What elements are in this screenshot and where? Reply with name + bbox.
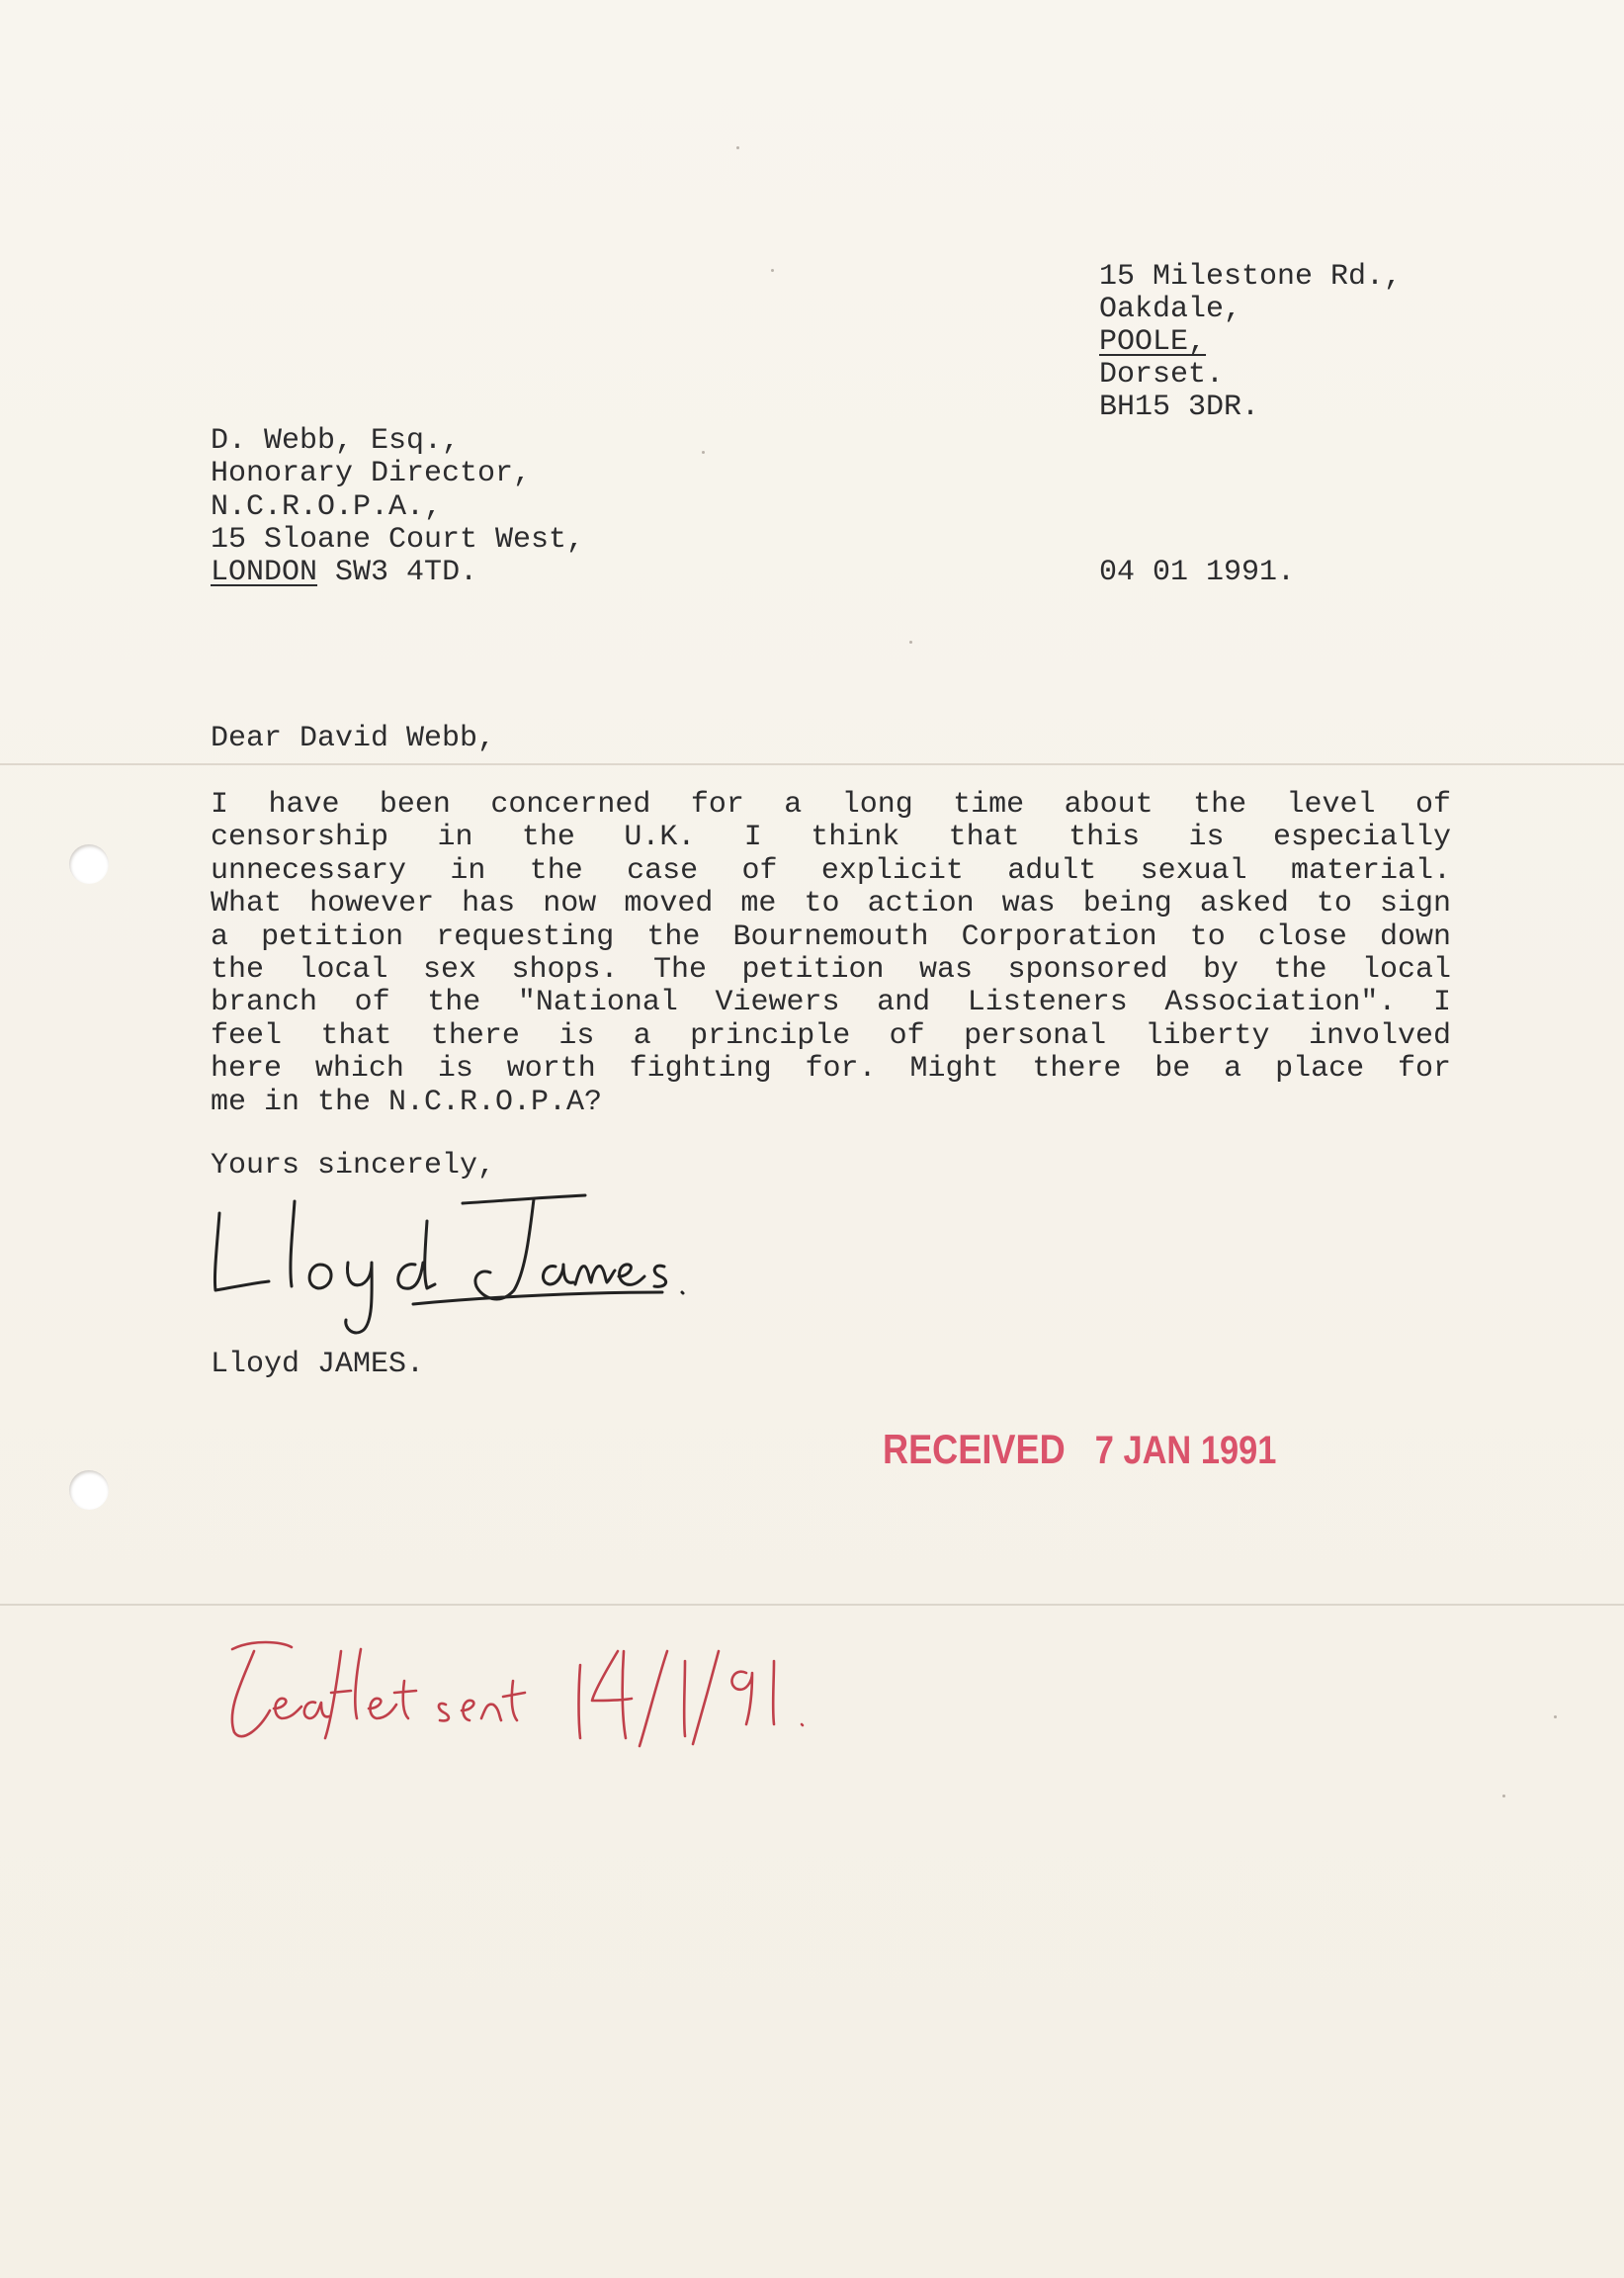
recipient-city-line xyxy=(211,557,477,590)
paper-speck xyxy=(1554,1715,1557,1718)
recipient-name: D. Webb, Esq., xyxy=(211,424,461,458)
letter-body xyxy=(211,789,1451,1119)
body-line: I have been concerned for a long time about the level of xyxy=(211,788,1451,822)
punch-hole xyxy=(69,844,109,884)
punch-hole xyxy=(69,1470,109,1510)
typed-name: Lloyd JAMES. xyxy=(211,1348,425,1381)
fold-crease xyxy=(0,763,1624,765)
sender-address-line: Oakdale, xyxy=(1099,293,1242,326)
recipient-city: LONDON xyxy=(211,556,318,589)
recipient-org: N.C.R.O.P.A., xyxy=(211,490,443,524)
body-line: unnecessary in the case of explicit adult sexual material. xyxy=(211,853,1451,888)
body-line: a petition requesting the Bournemouth Corporation to close down xyxy=(211,920,1451,954)
paper-speck xyxy=(702,451,705,454)
body-line: feel that there is a principle of personal liberty involved xyxy=(211,1018,1451,1053)
signature-image xyxy=(198,1182,751,1350)
sender-address-line: 15 Milestone Rd., xyxy=(1099,260,1403,294)
body-line: here which is worth fighting for. Might there be a place for xyxy=(211,1052,1451,1087)
sender-address-line: POOLE, xyxy=(1099,325,1207,359)
received-stamp xyxy=(883,1426,1276,1473)
body-line: What however has now moved me to action was being asked to sign xyxy=(211,887,1451,921)
body-line: me in the N.C.R.O.P.A? xyxy=(211,1085,603,1119)
closing: Yours sincerely, xyxy=(211,1149,496,1183)
body-line: censorship in the U.K. I think that this is especially xyxy=(211,821,1451,855)
paper-speck xyxy=(736,146,739,149)
salutation: Dear David Webb, xyxy=(211,722,496,755)
sender-address-line: Dorset. xyxy=(1099,358,1225,392)
recipient-title: Honorary Director, xyxy=(211,457,532,490)
paper-speck xyxy=(909,641,912,644)
recipient-street: 15 Sloane Court West, xyxy=(211,523,585,557)
body-line: the local sex shops. The petition was sponsored by the local xyxy=(211,952,1451,987)
sender-address-line: BH15 3DR. xyxy=(1099,391,1260,424)
recipient-postcode: SW3 4TD. xyxy=(335,556,478,589)
paper-speck xyxy=(1502,1795,1505,1797)
fold-crease xyxy=(0,1604,1624,1606)
stamp-label: RECEIVED xyxy=(883,1426,1066,1472)
letter-date: 04 01 1991. xyxy=(1099,556,1296,589)
stamp-date: 7 JAN 1991 xyxy=(1094,1429,1277,1472)
paper-speck xyxy=(771,269,774,272)
handwritten-annotation xyxy=(213,1621,825,1750)
body-line: branch of the "National Viewers and Listeners Association". I xyxy=(211,986,1451,1020)
